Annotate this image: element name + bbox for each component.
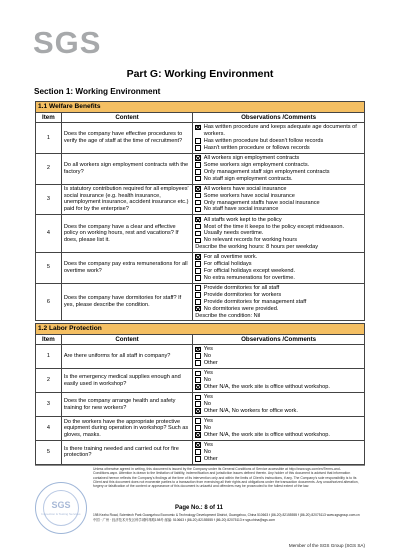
- option-label: Has written procedure but doesn't follow records: [203, 137, 324, 144]
- option-label: Yes: [203, 346, 213, 353]
- question-text: Does the company have dormitories for staff? If yes, please describe the condition.: [61, 283, 192, 320]
- option-label: Other N/A, the work site is office without workshop.: [203, 384, 330, 391]
- option-label: No: [203, 353, 211, 360]
- question-text: Does the company have effective procedures to verify the age of staff at the time of recruitment?: [61, 123, 192, 154]
- option-label: Other N/A, the work site is office without workshop.: [203, 432, 330, 439]
- checkbox-icon[interactable]: [195, 395, 201, 401]
- checkbox-icon[interactable]: [195, 425, 201, 431]
- welfare-column-header: [36, 112, 365, 122]
- table-row: [36, 369, 365, 393]
- option-label: No staff sign employment contracts.: [203, 175, 293, 182]
- checked-box-icon[interactable]: [195, 408, 201, 414]
- table-row: [36, 123, 365, 154]
- checked-box-icon[interactable]: [195, 442, 201, 448]
- col-item-header: Item: [36, 112, 62, 122]
- option-line: [195, 456, 362, 463]
- item-number: 4: [36, 416, 62, 440]
- checkbox-icon[interactable]: [195, 193, 201, 199]
- item-number: 5: [36, 440, 62, 464]
- checkbox-icon[interactable]: [195, 401, 201, 407]
- checked-box-icon[interactable]: [195, 217, 201, 223]
- footer-disclaimer: Unless otherwise agreed in writing, this document is issued by the Company under its General Conditions of Service accessible at http://www.sgs.com/en/Terms-and-Conditions.aspx. Attention is drawn to the limitation of liability, indemnification and jurisdiction issues defined therein. Any holder of this document is advised that information contained hereon reflects the Company's findings at the time of its intervention only and within the limits of Client's instructions, if any. The Company's sole responsibility is to its Client and this document does not exonerate parties to a transaction from exercising all their rights and obligations under the transaction documents. Any unauthorized alteration, forgery or falsification of the content or appearance of this document is unlawful and offenders may be prosecuted to the fullest extent of the law.: [93, 467, 359, 488]
- option-line: [195, 306, 362, 313]
- option-line: [195, 425, 362, 432]
- checkbox-icon[interactable]: [195, 285, 201, 291]
- row-note: Describe the working hours: 8 hours per weekday: [195, 244, 319, 251]
- item-number: 2: [36, 369, 62, 393]
- option-line: [195, 176, 362, 183]
- sgs-stamp: [35, 482, 87, 534]
- option-line: [195, 230, 362, 237]
- col-item-header: Item: [36, 334, 62, 344]
- option-label: Other N/A, No workers for office work.: [203, 408, 298, 415]
- observations-cell: [193, 416, 365, 440]
- table-row: [36, 153, 365, 184]
- observations-cell: [193, 252, 365, 283]
- welfare-table: [35, 101, 365, 321]
- item-number: 6: [36, 283, 62, 320]
- option-label: No: [203, 401, 211, 408]
- option-line: [195, 254, 362, 261]
- checkbox-icon[interactable]: [195, 371, 201, 377]
- table-row: [36, 215, 365, 252]
- option-label: No: [203, 425, 211, 432]
- observations-cell: [193, 123, 365, 154]
- checkbox-icon[interactable]: [195, 418, 201, 424]
- logo-text: SGS: [33, 25, 102, 60]
- option-label: Other: [203, 360, 218, 367]
- option-label: For all overtime work.: [203, 254, 258, 261]
- labor-section-header: [36, 324, 365, 335]
- option-label: Provide dormitories for management staff: [203, 298, 307, 305]
- checked-box-icon[interactable]: [195, 125, 201, 131]
- option-line: [195, 200, 362, 207]
- option-label: No: [203, 449, 211, 456]
- table-row: [36, 184, 365, 215]
- checkbox-icon[interactable]: [195, 162, 201, 168]
- checkbox-icon[interactable]: [195, 449, 201, 455]
- page-number: Page No.: 8 of 11: [175, 505, 224, 511]
- checkbox-icon[interactable]: [195, 360, 201, 366]
- option-line: [195, 418, 362, 425]
- option-label: Some workers have social insurance: [203, 192, 295, 199]
- checkbox-icon[interactable]: [195, 231, 201, 237]
- option-line: [195, 186, 362, 193]
- option-line: [195, 237, 362, 244]
- observations-cell: [193, 345, 365, 369]
- table-row: [36, 416, 365, 440]
- question-text: Do all workers sign employment contracts with the factory?: [61, 153, 192, 184]
- option-line: [195, 193, 362, 200]
- option-label: All staffs work kept to the policy: [203, 216, 282, 223]
- checked-box-icon[interactable]: [195, 432, 201, 438]
- option-label: No: [203, 377, 211, 384]
- option-label: For official holidays except weekend.: [203, 267, 296, 274]
- option-line: [195, 401, 362, 408]
- col-observations-header: Observations /Comments: [193, 112, 365, 122]
- stamp-subtext: Inspection & Testing Services: [41, 512, 81, 516]
- checkbox-icon[interactable]: [195, 176, 201, 182]
- checkbox-icon[interactable]: [195, 275, 201, 281]
- option-line: [195, 285, 362, 292]
- row-note: Describe the condition: Nil: [195, 312, 261, 319]
- option-label: Most of the time it keeps to the policy except midseason.: [203, 223, 345, 230]
- checked-box-icon[interactable]: [195, 347, 201, 353]
- option-label: Yes: [203, 442, 213, 449]
- option-line: [195, 292, 362, 299]
- observations-cell: [193, 215, 365, 252]
- option-label: Has written procedure and keeps adequate age documents of workers.: [203, 124, 357, 137]
- question-text: Is there training needed and carried out for fire protection?: [61, 440, 192, 464]
- col-content-header: Content: [61, 112, 192, 122]
- option-line: [195, 408, 362, 415]
- option-line: [195, 145, 362, 152]
- checkbox-icon[interactable]: [195, 238, 201, 244]
- option-label: No extra remunerations for overtime.: [203, 274, 295, 281]
- option-line: [195, 124, 362, 137]
- checkbox-icon[interactable]: [195, 145, 201, 151]
- part-title: Part G: Working Environment: [126, 68, 274, 80]
- checkbox-icon[interactable]: [195, 268, 201, 274]
- observations-cell: [193, 393, 365, 417]
- checked-box-icon[interactable]: [195, 186, 201, 192]
- col-observations-header: Observations /Comments: [193, 334, 365, 344]
- table-row: [36, 345, 365, 369]
- footer-divider: [35, 465, 365, 466]
- checked-box-icon[interactable]: [195, 384, 201, 390]
- checkbox-icon[interactable]: [195, 138, 201, 144]
- labor-table: [35, 323, 365, 465]
- observations-cell: [193, 153, 365, 184]
- welfare-section-header: [36, 102, 365, 113]
- table-row: [36, 440, 365, 464]
- option-label: Provide dormitories for workers: [203, 291, 282, 298]
- welfare-rows: [36, 123, 365, 321]
- question-text: Does the company arrange health and safety training for new workers?: [61, 393, 192, 417]
- question-text: Do the workers have the appropriate protective equipment during operation in workshop? Such as gloves, masks.: [61, 416, 192, 440]
- item-number: 2: [36, 153, 62, 184]
- option-label: Yes: [203, 418, 213, 425]
- address-line-en: 198 Kezhu Road, Scientech Park Guangzhou Economic & Technology Development District, Guangzhou, China 510663 t (86-20) 82155555 f (86-20) 82075113 www.sgsgroup.com.cn: [93, 513, 360, 517]
- option-label: All workers sign employment contracts: [203, 154, 300, 161]
- option-line: [195, 268, 362, 275]
- option-label: For official holidays: [203, 261, 252, 267]
- item-number: 5: [36, 252, 62, 283]
- table-row: [36, 283, 365, 320]
- stamp-text: SGS: [51, 500, 71, 510]
- checkbox-icon[interactable]: [195, 169, 201, 175]
- option-line: [195, 224, 362, 231]
- sgs-logo: [33, 26, 105, 60]
- option-line: [195, 261, 362, 268]
- item-number: 1: [36, 123, 62, 154]
- option-line: [195, 384, 362, 391]
- option-label: No relevant records for working hours: [203, 237, 298, 244]
- labor-section-title: 1.2 Labor Protection: [36, 324, 365, 335]
- question-text: Does the company pay extra remunerations for all overtime work?: [61, 252, 192, 283]
- checked-box-icon[interactable]: [195, 254, 201, 260]
- option-line: [195, 169, 362, 176]
- item-number: 4: [36, 215, 62, 252]
- option-line: [195, 217, 362, 224]
- observations-cell: [193, 184, 365, 215]
- checkbox-icon[interactable]: [195, 207, 201, 213]
- option-label: No staff have social insurance: [203, 206, 279, 213]
- checkbox-icon[interactable]: [195, 353, 201, 359]
- observations-cell: [193, 440, 365, 464]
- question-text: Is statutory contribution required for all employees' social insurance (e.g. health insurance, unemployment insurance, accident insurance etc.) paid for by the enterprise?: [61, 184, 192, 215]
- option-label: All workers have social insurance: [203, 185, 287, 192]
- option-line: [195, 155, 362, 162]
- option-line: [195, 275, 362, 282]
- observations-cell: [193, 369, 365, 393]
- member-note: Member of the SGS Group (SGS SA): [288, 543, 365, 548]
- table-row: [36, 393, 365, 417]
- section-title: Section 1: Working Environment: [34, 87, 161, 96]
- question-text: Are there uniforms for all staff in company?: [61, 345, 192, 369]
- option-line: [195, 138, 362, 145]
- option-label: Yes: [203, 394, 213, 401]
- option-line: [195, 432, 362, 439]
- option-label: Yes: [203, 370, 213, 377]
- option-line: [195, 377, 362, 384]
- labor-column-header: [36, 334, 365, 344]
- checkbox-icon[interactable]: [195, 456, 201, 462]
- option-line: [195, 346, 362, 353]
- option-line: [195, 394, 362, 401]
- item-number: 1: [36, 345, 62, 369]
- option-label: No dormitories were provided.: [203, 305, 279, 312]
- option-label: Other: [203, 456, 218, 463]
- item-number: 3: [36, 393, 62, 417]
- option-label: Some workers sign employment contracts.: [203, 161, 310, 168]
- footer-address: [93, 513, 365, 523]
- checkbox-icon[interactable]: [195, 224, 201, 230]
- option-line: [195, 162, 362, 169]
- checkbox-icon[interactable]: [195, 200, 201, 206]
- option-line: [195, 370, 362, 377]
- checkbox-icon[interactable]: [195, 377, 201, 383]
- table-row: [36, 252, 365, 283]
- checked-box-icon[interactable]: [195, 155, 201, 161]
- option-label: Provide dormitories for all staff: [203, 284, 280, 291]
- observations-cell: [193, 283, 365, 320]
- checkbox-icon[interactable]: [195, 292, 201, 298]
- col-content-header: Content: [61, 334, 192, 344]
- option-label: Hasn't written procedure or follows records: [203, 144, 310, 151]
- option-label: Usually needs overtime.: [203, 230, 264, 237]
- question-text: Is the emergency medical supplies enough and easily used in workshop?: [61, 369, 192, 393]
- item-number: 3: [36, 184, 62, 215]
- welfare-section-title: 1.1 Welfare Benefits: [36, 102, 365, 113]
- checkbox-icon[interactable]: [195, 261, 201, 267]
- option-line: [195, 353, 362, 360]
- address-line-cn: 中国 · 广州 · 经济技术开发区科学城科珠路198号 邮编: 510663 t (86-20) 82155555 f (86-20) 82075113 e sgs.china@sgs.com: [93, 517, 275, 522]
- option-line: [195, 449, 362, 456]
- option-line: [195, 360, 362, 367]
- option-label: Only management staffs have social insurance: [203, 199, 320, 206]
- option-line: [195, 299, 362, 306]
- question-text: Does the company have a clear and effective policy on working hours, rest and vacations? If does, please list it.: [61, 215, 192, 252]
- checkbox-icon[interactable]: [195, 299, 201, 305]
- labor-rows: [36, 345, 365, 465]
- checked-box-icon[interactable]: [195, 306, 201, 312]
- option-line: [195, 206, 362, 213]
- option-line: [195, 442, 362, 449]
- option-label: Only management staff sign employment contracts: [203, 168, 330, 175]
